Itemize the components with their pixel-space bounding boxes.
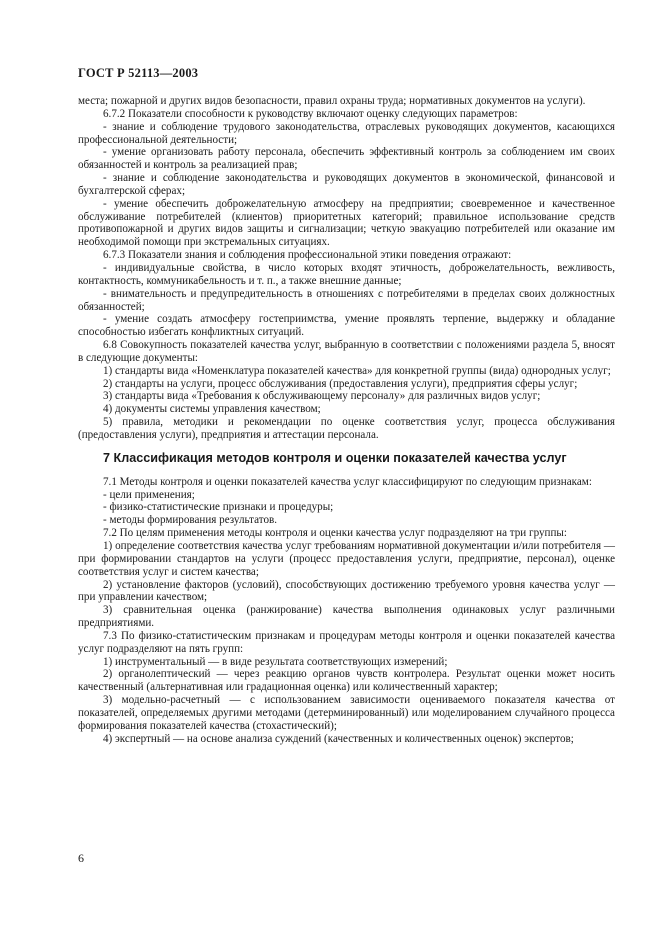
paragraph: - внимательность и предупредительность в отношениях с потребителями в пределах своих должностных обязанностей; xyxy=(78,287,615,313)
paragraph: 1) определение соответствия качества услуг требованиям нормативной документации и/или потребителя — при формировании стандартов на услуги (процесс предоставления услуги, предприятие, персонал), оценке соответствия услуг и систем качества; xyxy=(78,540,615,578)
paragraph: - индивидуальные свойства, в число которых входят этичность, доброжелательность, вежливость, контактность, коммуникабельность и т. п., а также внешние данные; xyxy=(78,261,615,287)
paragraph: - физико-статистические признаки и процедуры; xyxy=(103,501,334,514)
paragraph: - умение организовать работу персонала, обеспечить эффективный контроль за соблюдением им своих обязанностей и контроль за реализацией прав; xyxy=(78,146,615,172)
paragraph: 1) инструментальный — в виде результата соответствующих измерений; xyxy=(103,655,448,668)
paragraph: 3) модельно-расчетный — с использованием зависимости оцениваемого показателя качества от показателей, определяемых другими методами (детерминированный) или моделированием случайного процесса формирования показателей качества (стохастический); xyxy=(78,694,615,732)
paragraph: 6.8 Совокупность показателей качества услуг, выбранную в соответствии с положениями раздела 5, вносят в следующие документы: xyxy=(78,339,615,364)
paragraph: 6.7.2 Показатели способности к руководству включают оценку следующих параметров: xyxy=(103,107,518,120)
paragraph: 2) органолептический — через реакцию органов чувств контролера. Результат оценки может носить качественный (альтернативная или градационная оценка) или количественный характер; xyxy=(78,668,615,694)
paragraph: - знание и соблюдение трудового законодательства, отраслевых руководящих документов, касающихся профессиональной деятельности; xyxy=(78,120,615,146)
paragraph: места; пожарной и других видов безопасности, правил охраны труда; нормативных документов на услуги). xyxy=(78,95,586,107)
paragraph: 4) экспертный — на основе анализа суждений (качественных и количественных оценок) экспертов; xyxy=(103,732,574,745)
paragraph: - умение обеспечить доброжелательную атмосферу на предприятии; своевременное и качественное обслуживание потребителей (клиентов) приоритетных категорий; правильное использование средств противопожарной и других видов защиты и сигнализации; четкую эвакуацию потребителей или оказание им необходимой помощи при экстремальных ситуациях. xyxy=(78,197,615,249)
page-number: 6 xyxy=(78,851,84,865)
paragraph: 3) сравнительная оценка (ранжирование) качества выполнения одинаковых услуг различными предприятиями. xyxy=(78,604,615,630)
paragraph: 7.1 Методы контроля и оценки показателей качества услуг классифицируют по следующим признакам: xyxy=(103,475,592,488)
paragraph: 2) стандарты на услуги, процесс обслуживания (предоставления услуги), предприятия сферы услуг; xyxy=(103,377,578,390)
bottom-paragraphs xyxy=(78,476,615,746)
document-header: ГОСТ Р 52113—2003 xyxy=(78,66,199,80)
section-heading: 7 Классификация методов контроля и оценки показателей качества услуг xyxy=(103,450,567,465)
paragraph: 7.2 По целям применения методы контроля и оценки качества услуг подразделяют на три группы: xyxy=(103,527,567,540)
top-paragraphs xyxy=(78,95,615,442)
paragraph: - знание и соблюдение законодательства и руководящих документов в экономической, финансовой и бухгалтерской сферах; xyxy=(78,172,615,197)
paragraph: 7.3 По физико-статистическим признакам и процедурам методы контроля и оценки показателей качества услуг подразделяют на пять групп: xyxy=(78,629,615,655)
paragraph: - умение создать атмосферу гостеприимства, умение проявлять терпение, выдержку и обладание способностью избегать конфликтных ситуаций. xyxy=(78,313,615,339)
paragraph: 6.7.3 Показатели знания и соблюдения профессиональной этики поведения отражают: xyxy=(103,249,512,262)
paragraph: 5) правила, методики и рекомендации по оценке соответствия услуг, процесса обслуживания (предоставления услуги), предприятия и аттестации персонала. xyxy=(78,416,615,441)
document-body xyxy=(78,95,615,746)
paragraph: - цели применения; xyxy=(103,488,195,501)
paragraph: 4) документы системы управления качеством; xyxy=(103,403,321,416)
paragraph: 3) стандарты вида «Требования к обслуживающему персоналу» для различных видов услуг; xyxy=(103,390,541,403)
paragraph: 1) стандарты вида «Номенклатура показателей качества» для конкретной группы (вида) однородных услуг; xyxy=(103,364,611,377)
paragraph: 2) установление факторов (условий), способствующих достижению требуемого уровня качества услуг — при управлении качеством; xyxy=(78,578,615,604)
paragraph: - методы формирования результатов. xyxy=(103,514,278,527)
